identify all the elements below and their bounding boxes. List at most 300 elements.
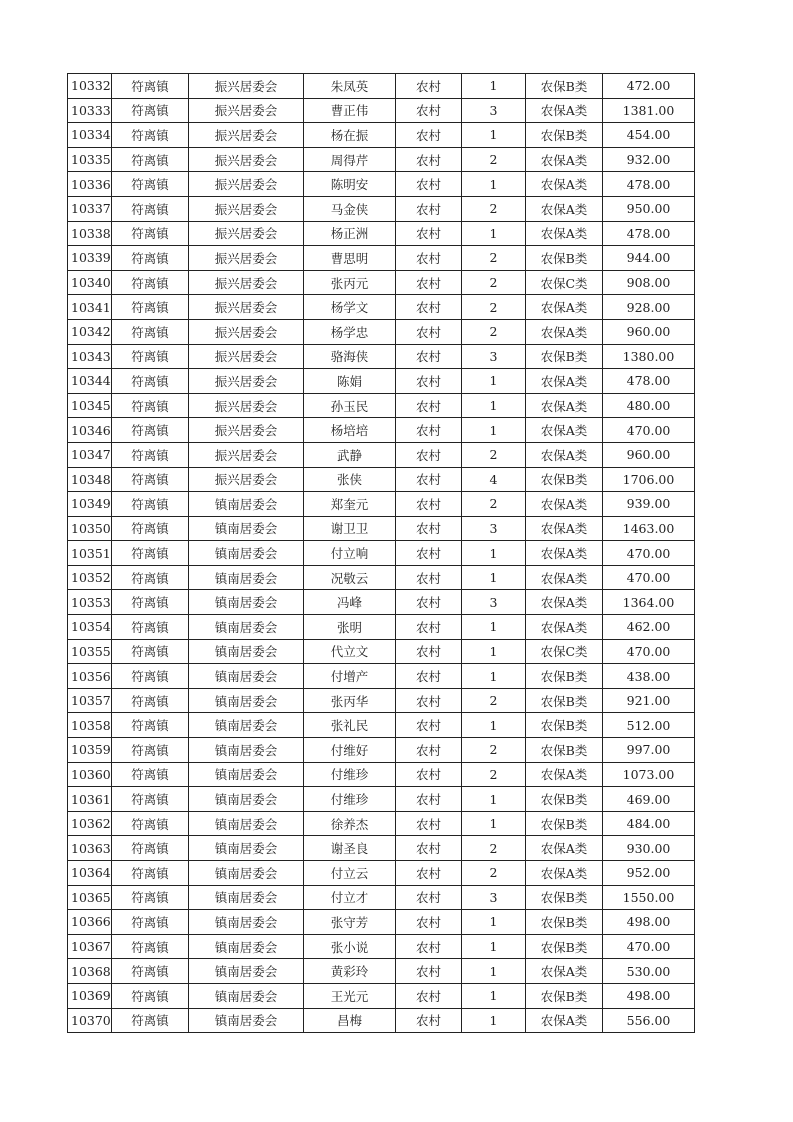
- amount-cell: 930.00: [603, 836, 695, 861]
- record-id-cell: 10336: [68, 172, 112, 197]
- table-row: [68, 762, 695, 787]
- amount-cell: 512.00: [603, 713, 695, 738]
- table-row: [68, 713, 695, 738]
- committee-cell: 振兴居委会: [189, 270, 304, 295]
- amount-cell: 478.00: [603, 172, 695, 197]
- table-row: [68, 369, 695, 394]
- person-name-cell: 谢卫卫: [304, 516, 396, 541]
- table-row: [68, 319, 695, 344]
- family-size-cell: 1: [462, 221, 526, 246]
- person-name-cell: 代立文: [304, 639, 396, 664]
- committee-cell: 镇南居委会: [189, 738, 304, 763]
- family-size-cell: 1: [462, 910, 526, 935]
- insurance-category-cell: 农保A类: [526, 836, 603, 861]
- household-type-cell: 农村: [396, 369, 462, 394]
- person-name-cell: 骆海侠: [304, 344, 396, 369]
- record-id-cell: 10345: [68, 393, 112, 418]
- amount-cell: 950.00: [603, 196, 695, 221]
- committee-cell: 镇南居委会: [189, 762, 304, 787]
- household-type-cell: 农村: [396, 123, 462, 148]
- insurance-category-cell: 农保A类: [526, 221, 603, 246]
- family-size-cell: 2: [462, 246, 526, 271]
- table-row: [68, 541, 695, 566]
- amount-cell: 1706.00: [603, 467, 695, 492]
- household-type-cell: 农村: [396, 639, 462, 664]
- committee-cell: 振兴居委会: [189, 172, 304, 197]
- person-name-cell: 昌梅: [304, 1008, 396, 1033]
- family-size-cell: 1: [462, 615, 526, 640]
- insurance-category-cell: 农保A类: [526, 369, 603, 394]
- table-row: [68, 983, 695, 1008]
- committee-cell: 振兴居委会: [189, 74, 304, 99]
- household-type-cell: 农村: [396, 836, 462, 861]
- insurance-category-cell: 农保B类: [526, 713, 603, 738]
- household-type-cell: 农村: [396, 590, 462, 615]
- table-row: [68, 221, 695, 246]
- town-cell: 符离镇: [112, 885, 189, 910]
- household-type-cell: 农村: [396, 983, 462, 1008]
- record-id-cell: 10352: [68, 565, 112, 590]
- table-row: [68, 590, 695, 615]
- amount-cell: 1463.00: [603, 516, 695, 541]
- record-id-cell: 10355: [68, 639, 112, 664]
- committee-cell: 振兴居委会: [189, 393, 304, 418]
- insurance-category-cell: 农保A类: [526, 98, 603, 123]
- household-type-cell: 农村: [396, 246, 462, 271]
- table-row: [68, 885, 695, 910]
- person-name-cell: 陈娟: [304, 369, 396, 394]
- household-type-cell: 农村: [396, 762, 462, 787]
- table-row: [68, 861, 695, 886]
- family-size-cell: 3: [462, 590, 526, 615]
- household-type-cell: 农村: [396, 910, 462, 935]
- household-type-cell: 农村: [396, 393, 462, 418]
- family-size-cell: 1: [462, 934, 526, 959]
- person-name-cell: 付立云: [304, 861, 396, 886]
- insurance-category-cell: 农保B类: [526, 246, 603, 271]
- record-id-cell: 10358: [68, 713, 112, 738]
- amount-cell: 944.00: [603, 246, 695, 271]
- insurance-category-cell: 农保A类: [526, 590, 603, 615]
- town-cell: 符离镇: [112, 541, 189, 566]
- committee-cell: 镇南居委会: [189, 959, 304, 984]
- table-row: [68, 787, 695, 812]
- person-name-cell: 张丙华: [304, 688, 396, 713]
- insurance-category-cell: 农保B类: [526, 934, 603, 959]
- committee-cell: 振兴居委会: [189, 246, 304, 271]
- person-name-cell: 郑奎元: [304, 492, 396, 517]
- record-id-cell: 10366: [68, 910, 112, 935]
- household-type-cell: 农村: [396, 934, 462, 959]
- town-cell: 符离镇: [112, 811, 189, 836]
- household-type-cell: 农村: [396, 221, 462, 246]
- person-name-cell: 曹正伟: [304, 98, 396, 123]
- amount-cell: 470.00: [603, 541, 695, 566]
- committee-cell: 镇南居委会: [189, 492, 304, 517]
- record-id-cell: 10340: [68, 270, 112, 295]
- person-name-cell: 付立才: [304, 885, 396, 910]
- record-id-cell: 10348: [68, 467, 112, 492]
- household-type-cell: 农村: [396, 1008, 462, 1033]
- committee-cell: 镇南居委会: [189, 615, 304, 640]
- household-type-cell: 农村: [396, 295, 462, 320]
- committee-cell: 镇南居委会: [189, 934, 304, 959]
- family-size-cell: 1: [462, 787, 526, 812]
- family-size-cell: 3: [462, 516, 526, 541]
- town-cell: 符离镇: [112, 639, 189, 664]
- family-size-cell: 2: [462, 295, 526, 320]
- amount-cell: 1073.00: [603, 762, 695, 787]
- amount-cell: 556.00: [603, 1008, 695, 1033]
- committee-cell: 镇南居委会: [189, 836, 304, 861]
- person-name-cell: 张小说: [304, 934, 396, 959]
- person-name-cell: 付立响: [304, 541, 396, 566]
- town-cell: 符离镇: [112, 983, 189, 1008]
- family-size-cell: 2: [462, 319, 526, 344]
- person-name-cell: 马金侠: [304, 196, 396, 221]
- person-name-cell: 陈明安: [304, 172, 396, 197]
- table-row: [68, 172, 695, 197]
- committee-cell: 镇南居委会: [189, 664, 304, 689]
- insurance-category-cell: 农保A类: [526, 541, 603, 566]
- insurance-category-cell: 农保A类: [526, 295, 603, 320]
- person-name-cell: 朱凤英: [304, 74, 396, 99]
- committee-cell: 镇南居委会: [189, 688, 304, 713]
- record-id-cell: 10364: [68, 861, 112, 886]
- table-row: [68, 74, 695, 99]
- household-type-cell: 农村: [396, 565, 462, 590]
- family-size-cell: 1: [462, 639, 526, 664]
- committee-cell: 振兴居委会: [189, 123, 304, 148]
- family-size-cell: 1: [462, 713, 526, 738]
- table-row: [68, 196, 695, 221]
- town-cell: 符离镇: [112, 369, 189, 394]
- town-cell: 符离镇: [112, 492, 189, 517]
- table-row: [68, 246, 695, 271]
- table-row: [68, 639, 695, 664]
- household-type-cell: 农村: [396, 196, 462, 221]
- town-cell: 符离镇: [112, 246, 189, 271]
- household-type-cell: 农村: [396, 541, 462, 566]
- committee-cell: 镇南居委会: [189, 590, 304, 615]
- table-row: [68, 565, 695, 590]
- person-name-cell: 王光元: [304, 983, 396, 1008]
- family-size-cell: 3: [462, 344, 526, 369]
- record-id-cell: 10346: [68, 418, 112, 443]
- insurance-category-cell: 农保B类: [526, 123, 603, 148]
- amount-cell: 960.00: [603, 442, 695, 467]
- town-cell: 符离镇: [112, 688, 189, 713]
- insurance-category-cell: 农保A类: [526, 516, 603, 541]
- record-id-cell: 10356: [68, 664, 112, 689]
- insurance-category-cell: 农保A类: [526, 196, 603, 221]
- person-name-cell: 徐养杰: [304, 811, 396, 836]
- committee-cell: 镇南居委会: [189, 861, 304, 886]
- record-id-cell: 10332: [68, 74, 112, 99]
- town-cell: 符离镇: [112, 467, 189, 492]
- table-row: [68, 910, 695, 935]
- insurance-category-cell: 农保C类: [526, 270, 603, 295]
- records-table: [67, 73, 695, 1033]
- town-cell: 符离镇: [112, 910, 189, 935]
- table-row: [68, 836, 695, 861]
- record-id-cell: 10360: [68, 762, 112, 787]
- person-name-cell: 杨培培: [304, 418, 396, 443]
- household-type-cell: 农村: [396, 688, 462, 713]
- table-row: [68, 98, 695, 123]
- person-name-cell: 周得芹: [304, 147, 396, 172]
- record-id-cell: 10347: [68, 442, 112, 467]
- household-type-cell: 农村: [396, 615, 462, 640]
- amount-cell: 1364.00: [603, 590, 695, 615]
- household-type-cell: 农村: [396, 885, 462, 910]
- person-name-cell: 况敬云: [304, 565, 396, 590]
- person-name-cell: 张丙元: [304, 270, 396, 295]
- table-row: [68, 393, 695, 418]
- table-row: [68, 738, 695, 763]
- amount-cell: 530.00: [603, 959, 695, 984]
- table-row: [68, 516, 695, 541]
- record-id-cell: 10341: [68, 295, 112, 320]
- household-type-cell: 农村: [396, 319, 462, 344]
- family-size-cell: 4: [462, 467, 526, 492]
- household-type-cell: 农村: [396, 442, 462, 467]
- town-cell: 符离镇: [112, 516, 189, 541]
- record-id-cell: 10344: [68, 369, 112, 394]
- family-size-cell: 2: [462, 196, 526, 221]
- household-type-cell: 农村: [396, 74, 462, 99]
- family-size-cell: 1: [462, 959, 526, 984]
- committee-cell: 镇南居委会: [189, 541, 304, 566]
- town-cell: 符离镇: [112, 393, 189, 418]
- committee-cell: 镇南居委会: [189, 713, 304, 738]
- insurance-category-cell: 农保A类: [526, 1008, 603, 1033]
- person-name-cell: 张明: [304, 615, 396, 640]
- amount-cell: 472.00: [603, 74, 695, 99]
- record-id-cell: 10365: [68, 885, 112, 910]
- committee-cell: 振兴居委会: [189, 442, 304, 467]
- amount-cell: 1381.00: [603, 98, 695, 123]
- committee-cell: 振兴居委会: [189, 467, 304, 492]
- amount-cell: 470.00: [603, 934, 695, 959]
- town-cell: 符离镇: [112, 196, 189, 221]
- person-name-cell: 杨正洲: [304, 221, 396, 246]
- committee-cell: 振兴居委会: [189, 196, 304, 221]
- amount-cell: 952.00: [603, 861, 695, 886]
- household-type-cell: 农村: [396, 516, 462, 541]
- record-id-cell: 10334: [68, 123, 112, 148]
- town-cell: 符离镇: [112, 98, 189, 123]
- committee-cell: 振兴居委会: [189, 295, 304, 320]
- person-name-cell: 张侠: [304, 467, 396, 492]
- person-name-cell: 黄彩玲: [304, 959, 396, 984]
- amount-cell: 997.00: [603, 738, 695, 763]
- insurance-category-cell: 农保A类: [526, 762, 603, 787]
- record-id-cell: 10338: [68, 221, 112, 246]
- town-cell: 符离镇: [112, 959, 189, 984]
- insurance-category-cell: 农保A类: [526, 565, 603, 590]
- committee-cell: 镇南居委会: [189, 1008, 304, 1033]
- table-row: [68, 959, 695, 984]
- committee-cell: 镇南居委会: [189, 910, 304, 935]
- household-type-cell: 农村: [396, 664, 462, 689]
- amount-cell: 921.00: [603, 688, 695, 713]
- town-cell: 符离镇: [112, 418, 189, 443]
- insurance-category-cell: 农保A类: [526, 393, 603, 418]
- amount-cell: 960.00: [603, 319, 695, 344]
- household-type-cell: 农村: [396, 713, 462, 738]
- insurance-category-cell: 农保B类: [526, 74, 603, 99]
- family-size-cell: 1: [462, 393, 526, 418]
- table-row: [68, 123, 695, 148]
- town-cell: 符离镇: [112, 270, 189, 295]
- insurance-category-cell: 农保B类: [526, 885, 603, 910]
- town-cell: 符离镇: [112, 221, 189, 246]
- household-type-cell: 农村: [396, 959, 462, 984]
- person-name-cell: 付增产: [304, 664, 396, 689]
- person-name-cell: 孙玉民: [304, 393, 396, 418]
- family-size-cell: 1: [462, 565, 526, 590]
- committee-cell: 镇南居委会: [189, 811, 304, 836]
- person-name-cell: 谢圣良: [304, 836, 396, 861]
- family-size-cell: 2: [462, 762, 526, 787]
- town-cell: 符离镇: [112, 1008, 189, 1033]
- record-id-cell: 10368: [68, 959, 112, 984]
- record-id-cell: 10357: [68, 688, 112, 713]
- family-size-cell: 1: [462, 811, 526, 836]
- town-cell: 符离镇: [112, 295, 189, 320]
- record-id-cell: 10359: [68, 738, 112, 763]
- town-cell: 符离镇: [112, 74, 189, 99]
- family-size-cell: 1: [462, 172, 526, 197]
- record-id-cell: 10349: [68, 492, 112, 517]
- household-type-cell: 农村: [396, 418, 462, 443]
- amount-cell: 498.00: [603, 910, 695, 935]
- person-name-cell: 曹思明: [304, 246, 396, 271]
- household-type-cell: 农村: [396, 344, 462, 369]
- table-row: [68, 1008, 695, 1033]
- amount-cell: 908.00: [603, 270, 695, 295]
- insurance-category-cell: 农保A类: [526, 418, 603, 443]
- table-row: [68, 492, 695, 517]
- insurance-category-cell: 农保C类: [526, 639, 603, 664]
- family-size-cell: 1: [462, 418, 526, 443]
- amount-cell: 462.00: [603, 615, 695, 640]
- family-size-cell: 2: [462, 442, 526, 467]
- committee-cell: 镇南居委会: [189, 565, 304, 590]
- amount-cell: 478.00: [603, 221, 695, 246]
- family-size-cell: 1: [462, 123, 526, 148]
- family-size-cell: 3: [462, 885, 526, 910]
- record-id-cell: 10367: [68, 934, 112, 959]
- family-size-cell: 1: [462, 541, 526, 566]
- family-size-cell: 2: [462, 688, 526, 713]
- insurance-category-cell: 农保B类: [526, 738, 603, 763]
- family-size-cell: 1: [462, 74, 526, 99]
- amount-cell: 478.00: [603, 369, 695, 394]
- record-id-cell: 10335: [68, 147, 112, 172]
- family-size-cell: 1: [462, 664, 526, 689]
- insurance-category-cell: 农保B类: [526, 983, 603, 1008]
- person-name-cell: 张守芳: [304, 910, 396, 935]
- insurance-category-cell: 农保A类: [526, 959, 603, 984]
- record-id-cell: 10363: [68, 836, 112, 861]
- committee-cell: 镇南居委会: [189, 639, 304, 664]
- record-id-cell: 10337: [68, 196, 112, 221]
- household-type-cell: 农村: [396, 787, 462, 812]
- family-size-cell: 1: [462, 369, 526, 394]
- insurance-category-cell: 农保B类: [526, 664, 603, 689]
- town-cell: 符离镇: [112, 123, 189, 148]
- insurance-category-cell: 农保B类: [526, 811, 603, 836]
- insurance-category-cell: 农保B类: [526, 344, 603, 369]
- record-id-cell: 10342: [68, 319, 112, 344]
- table-body: [68, 74, 695, 1033]
- town-cell: 符离镇: [112, 442, 189, 467]
- town-cell: 符离镇: [112, 934, 189, 959]
- amount-cell: 1380.00: [603, 344, 695, 369]
- committee-cell: 振兴居委会: [189, 147, 304, 172]
- person-name-cell: 杨学文: [304, 295, 396, 320]
- person-name-cell: 付维珍: [304, 762, 396, 787]
- table-row: [68, 270, 695, 295]
- household-type-cell: 农村: [396, 467, 462, 492]
- town-cell: 符离镇: [112, 762, 189, 787]
- person-name-cell: 冯峰: [304, 590, 396, 615]
- insurance-category-cell: 农保B类: [526, 467, 603, 492]
- table-row: [68, 811, 695, 836]
- person-name-cell: 武静: [304, 442, 396, 467]
- amount-cell: 939.00: [603, 492, 695, 517]
- record-id-cell: 10362: [68, 811, 112, 836]
- insurance-category-cell: 农保A类: [526, 492, 603, 517]
- committee-cell: 振兴居委会: [189, 344, 304, 369]
- insurance-category-cell: 农保A类: [526, 319, 603, 344]
- committee-cell: 振兴居委会: [189, 221, 304, 246]
- table-row: [68, 615, 695, 640]
- table-row: [68, 442, 695, 467]
- town-cell: 符离镇: [112, 147, 189, 172]
- family-size-cell: 3: [462, 98, 526, 123]
- committee-cell: 振兴居委会: [189, 418, 304, 443]
- table-row: [68, 418, 695, 443]
- committee-cell: 振兴居委会: [189, 369, 304, 394]
- amount-cell: 1550.00: [603, 885, 695, 910]
- insurance-category-cell: 农保B类: [526, 787, 603, 812]
- insurance-category-cell: 农保A类: [526, 172, 603, 197]
- town-cell: 符离镇: [112, 713, 189, 738]
- table-row: [68, 295, 695, 320]
- record-id-cell: 10370: [68, 1008, 112, 1033]
- insurance-category-cell: 农保A类: [526, 147, 603, 172]
- amount-cell: 438.00: [603, 664, 695, 689]
- insurance-category-cell: 农保A类: [526, 615, 603, 640]
- amount-cell: 484.00: [603, 811, 695, 836]
- family-size-cell: 2: [462, 861, 526, 886]
- committee-cell: 镇南居委会: [189, 983, 304, 1008]
- committee-cell: 振兴居委会: [189, 319, 304, 344]
- amount-cell: 480.00: [603, 393, 695, 418]
- family-size-cell: 2: [462, 836, 526, 861]
- amount-cell: 470.00: [603, 639, 695, 664]
- town-cell: 符离镇: [112, 664, 189, 689]
- person-name-cell: 张礼民: [304, 713, 396, 738]
- family-size-cell: 2: [462, 147, 526, 172]
- committee-cell: 镇南居委会: [189, 787, 304, 812]
- insurance-category-cell: 农保B类: [526, 910, 603, 935]
- family-size-cell: 1: [462, 983, 526, 1008]
- household-type-cell: 农村: [396, 98, 462, 123]
